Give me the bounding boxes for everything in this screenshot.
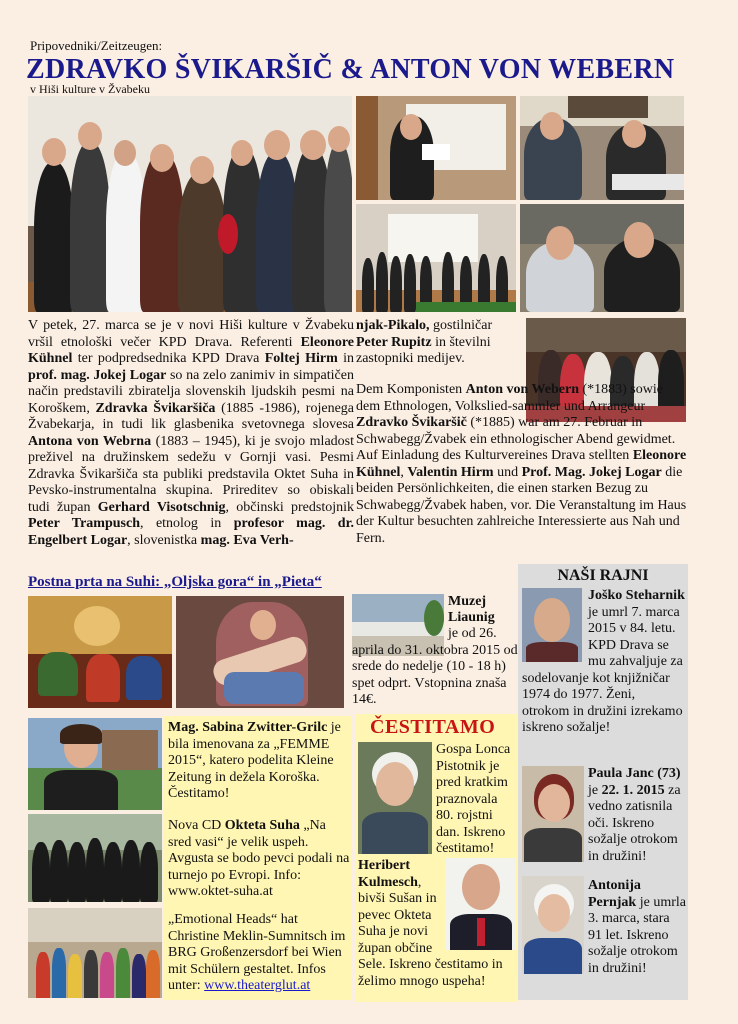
group-photo: [28, 96, 352, 312]
lonca-pistotnik-photo: [358, 742, 432, 854]
news-emotional-heads: „Emotional Heads“ hat Christine Meklin-Sumnitsch im BRG Großenzersdorf bei Wien mit Schülern gestaltet. Infos unter: www.theaterglut.at: [168, 912, 346, 993]
emotional-heads-photo: [28, 908, 162, 998]
muzej-text: je od 26. aprila do 31. oktobra 2015 od srede do nedelje (10 - 18 h) spet odprt. Vstopnina znaša 14€.: [352, 626, 518, 707]
theaterglut-link[interactable]: www.theaterglut.at: [204, 978, 311, 993]
speaker-photo: [356, 96, 516, 200]
news-sabina: Mag. Sabina Zwitter-Grilc je bila imenovana za „FEMME 2015“, katero podelita Kleine Zeitung in dežela Koroška. Čestitamo!: [168, 720, 341, 801]
cestitamo-title: ČESTITAMO: [370, 716, 496, 738]
rajni-antonija: Antonija Pernjak je umrla 3. marca, stara 91 let. Iskreno sožalje otrokom in družini!: [588, 878, 686, 976]
two-men-photo: [520, 204, 684, 312]
rajni-paula: Paula Janc (73) je 22. 1. 2015 za vedno zatisnila oči. Iskreno sožalje otrokom in družini!: [588, 766, 681, 864]
article-col2-german: Dem Komponisten Anton von Webern (*1883) sowie dem Ethnologen, Volkslied-sammler und Arrangeur Zdravko Švikaršič (*1885) war am 27. Februar in Schwabegg/Žvabek ein ethnologischer Abend gewidmet. Auf Einladung des Kulturvereines Drava stellten Eleonore Kühnel, Valentin Hirm und Prof. Mag. Jokej Logar die beiden Persönlichkeiten, die einen starken Bezug zu Schwabegg/Žvabek haben, vor. Die Veranstaltung im Haus der Kultur besuchten zahlreiche Interessierte aus Nah und Fern.: [356, 382, 687, 546]
sabina-photo: [28, 718, 162, 810]
cestitamo-heribert: Heribert Kulmesch, bivši Sušan in pevec Okteta Suha je novi župan občine Sele. Iskreno čestitamo in želimo mnogo uspeha!: [358, 858, 503, 989]
kicker: Pripovedniki/Zeitzeugen:: [30, 38, 163, 53]
muzej-name: Muzej Liaunig: [448, 594, 495, 625]
pieta-painting: [176, 596, 344, 708]
article-col2-slovene: njak-Pikalo, gostilničar Peter Rupitz in številni zastopniki medijev.: [356, 318, 493, 366]
cestitamo-lonca: Gospa Lonca Pistotnik je pred kratkim praznovala 80. rojstni dan. Iskreno čestitamo!: [436, 742, 511, 856]
choir-photo: [356, 204, 516, 312]
audience-laptop-photo: [520, 96, 684, 200]
oljska-gora-painting: [28, 596, 172, 708]
page-subtitle: v Hiši kulture v Žvabeku: [30, 82, 150, 96]
rajni-josko: Joško Steharnik je umrl 7. marca 2015 v 84. letu. KPD Drava se mu zahvaljuje za sodelovanje kot knjižničar 1974 do 1977. Ženi, otrokom in družini izrekamo iskreno sožalje!: [522, 588, 685, 735]
paula-janc-photo: [522, 766, 584, 862]
nasi-rajni-title: NAŠI RAJNI: [557, 567, 649, 584]
antonija-pernjak-photo: [522, 876, 584, 974]
oktet-suha-photo: [28, 814, 162, 902]
postna-title: Postna prta na Suhi: „Oljska gora“ in „Pieta“: [28, 574, 322, 590]
news-oktet: Nova CD Okteta Suha „Na sred vasi“ je velik uspeh. Avgusta se bodo pevci podali na turnejo po Evropi. Info: www.oktet-suha.at: [168, 818, 350, 899]
article-col1: V petek, 27. marca se je v novi Hiši kulture v Žvabeku vršil etnološki večer KPD Drava. Referenti Eleonore Kühnel ter podpredsednika KPD Drava Foltej Hirm in prof. mag. Jokej Logar so na zelo zanimiv in simpatičen način predstavili zbiratelja slovenskih ljudskih pesmi na Koroškem, Zdravka Švikaršiča (1885 -1986), rojenega Žvabekarja, in tudi lik glasbenika svetovnega slovesa Antona von Webrna (1883 – 1945), ki je svojo mladost preživel na družinskem sedežu v Gornji vasi. Pesmi Zdravka Švikaršiča sta publiki predstavila Oktet Suha in Pevsko-instrumentalna skupina. Prireditev so obiskali tudi župan Gerhard Visotschnig, občinski predstojnik Peter Trampusch, etnolog in profesor mag. dr. Engelbert Logar, slovenistka mag. Eva Verh-: [28, 318, 354, 548]
page-title: ZDRAVKO ŠVIKARŠIČ & ANTON VON WEBERN: [26, 54, 675, 85]
